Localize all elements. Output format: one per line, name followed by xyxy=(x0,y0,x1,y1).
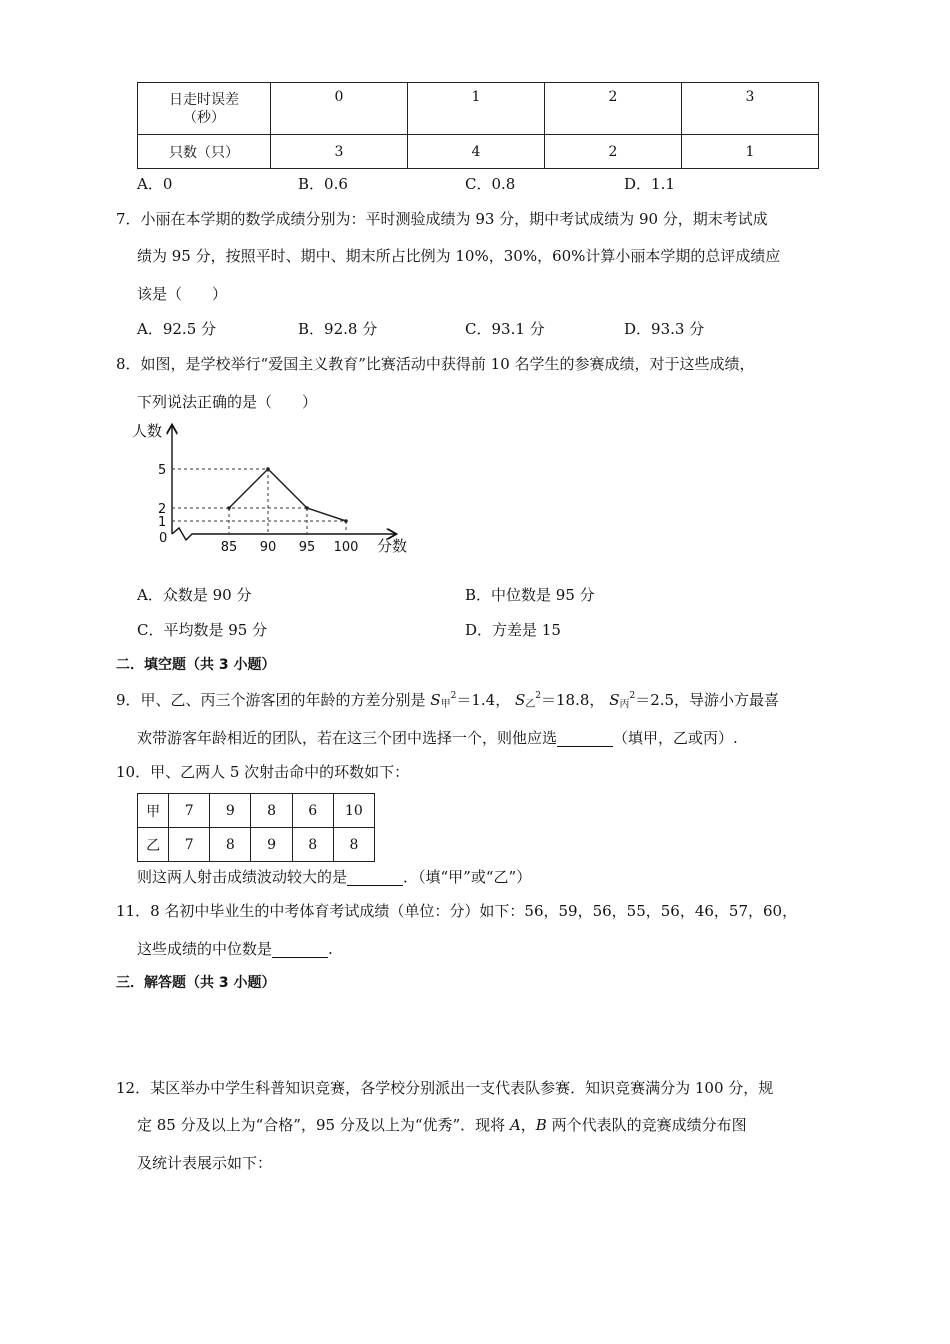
answer-blank[interactable] xyxy=(557,731,613,747)
x-axis-label: 分数 xyxy=(377,537,408,555)
variance-symbol: S xyxy=(609,691,620,709)
q10-table xyxy=(137,793,375,862)
superscript-2: 2 xyxy=(629,691,636,701)
q7-option-c: C．93.1 分 xyxy=(465,320,545,338)
x-tick-label: 95 xyxy=(298,540,316,555)
q7-line-3: 该是（ ） xyxy=(137,285,228,303)
table-cell: 3 xyxy=(682,83,819,135)
table-cell: 9 xyxy=(210,794,251,828)
q12-line-2-suffix: 两个代表队的竞赛成绩分布图 xyxy=(546,1116,747,1134)
q7-option-a: A．92.5 分 xyxy=(137,320,216,338)
table-cell: 8 xyxy=(333,828,374,862)
table-cell: 日走时误差 （秒） xyxy=(138,83,271,135)
q11-line-1: 11．8 名初中毕业生的中考体育考试成绩（单位：分）如下：56，59，56，55，56，46，57，60， xyxy=(116,902,798,920)
table-cell: 0 xyxy=(271,83,408,135)
y-axis-label: 人数 xyxy=(132,422,163,440)
q8-option-a: A．众数是 90 分 xyxy=(137,586,252,604)
table-cell: 7 xyxy=(169,828,210,862)
q6-option-d: D．1.1 xyxy=(624,175,675,193)
answer-blank[interactable] xyxy=(272,942,328,958)
variance-symbol: S xyxy=(514,691,526,709)
q9-value-jia: ＝1.4， xyxy=(456,691,511,709)
table-cell: 2 xyxy=(545,135,682,169)
subscript-jia: 甲 xyxy=(440,699,451,710)
data-point xyxy=(227,506,231,510)
q9-line-1 xyxy=(116,693,779,708)
x-tick-label: 90 xyxy=(259,540,277,555)
q7-line-2: 绩为 95 分，按照平时、期中、期末所占比例为 10%，30%，60%计算小丽本学期的总评成绩应 xyxy=(137,247,781,265)
table-row xyxy=(138,83,819,135)
q6-option-a: A．0 xyxy=(137,175,173,193)
y-tick-label: 2 xyxy=(158,502,167,517)
x-tick-label: 85 xyxy=(220,540,238,555)
section-2-title: 二．填空题（共 3 小题） xyxy=(116,657,276,673)
table-cell: 乙 xyxy=(138,828,169,862)
table-cell: 只数（只） xyxy=(138,135,271,169)
table-cell: 6 xyxy=(292,794,333,828)
table-cell: 8 xyxy=(292,828,333,862)
q8-line-chart xyxy=(130,420,430,560)
q8-line-2: 下列说法正确的是（ ） xyxy=(137,393,318,411)
q10-line-2-suffix: ．（填“甲”或“乙”） xyxy=(403,868,532,886)
q7-line-1: 7．小丽在本学期的数学成绩分别为：平时测验成绩为 93 分，期中考试成绩为 90 分，期末考试成 xyxy=(116,210,768,228)
q9-line-2 xyxy=(137,731,738,747)
q12-line-2-text: 定 85 分及以上为“合格”，95 分及以上为“优秀”．现将 xyxy=(137,1116,510,1134)
team-a-label: A xyxy=(509,1116,521,1134)
superscript-2: 2 xyxy=(450,691,457,701)
q9-prefix: 9．甲、乙、丙三个游客团的年龄的方差分别是 xyxy=(116,691,431,709)
table-cell: 2 xyxy=(545,83,682,135)
table-cell: 10 xyxy=(333,794,374,828)
answer-blank[interactable] xyxy=(347,870,403,886)
table-row xyxy=(138,828,375,862)
q8-option-d: D．方差是 15 xyxy=(465,621,561,639)
subscript-bing: 丙 xyxy=(619,699,630,710)
table-cell: 7 xyxy=(169,794,210,828)
data-point xyxy=(266,467,270,471)
q8-option-c: C．平均数是 95 分 xyxy=(137,621,268,639)
superscript-2: 2 xyxy=(535,691,541,701)
data-series-line xyxy=(229,469,346,521)
q12-line-1: 12．某区举办中学生科普知识竞赛，各学校分别派出一支代表队参赛．知识竞赛满分为 100 分，规 xyxy=(116,1079,774,1097)
y-tick-label: 1 xyxy=(158,515,167,530)
variance-symbol: S xyxy=(430,691,441,709)
team-b-label: B xyxy=(535,1116,547,1134)
q11-line-2-suffix: . xyxy=(328,940,333,958)
table-cell: 1 xyxy=(408,83,545,135)
origin-label: 0 xyxy=(159,531,168,546)
q6-option-c: C．0.8 xyxy=(465,175,516,193)
q9-line-2-suffix: （填甲，乙或丙）. xyxy=(613,729,738,747)
subscript-yi: 乙 xyxy=(525,699,536,710)
y-tick-label: 5 xyxy=(158,463,167,478)
data-point xyxy=(305,506,309,510)
x-tick-label: 100 xyxy=(333,540,359,555)
table-row xyxy=(138,794,375,828)
q11-line-2-text: 这些成绩的中位数是 xyxy=(137,940,273,958)
table-cell: 8 xyxy=(210,828,251,862)
q10-line-1: 10．甲、乙两人 5 次射击命中的环数如下： xyxy=(116,763,410,781)
q9-line-2-text: 欢带游客年龄相近的团队，若在这三个团中选择一个，则他应选 xyxy=(137,729,558,747)
table-cell: 4 xyxy=(408,135,545,169)
comma: ， xyxy=(520,1116,536,1134)
q7-option-b: B．92.8 分 xyxy=(298,320,378,338)
table-cell: 8 xyxy=(251,794,292,828)
table-cell: 9 xyxy=(251,828,292,862)
x-axis-break xyxy=(172,528,395,540)
table-row xyxy=(138,135,819,169)
q11-line-2 xyxy=(137,942,333,958)
table-cell: 1 xyxy=(682,135,819,169)
section-3-title: 三．解答题（共 3 小题） xyxy=(116,975,276,991)
q12-line-3: 及统计表展示如下： xyxy=(137,1154,273,1172)
data-point xyxy=(344,519,348,523)
q6-option-b: B．0.6 xyxy=(298,175,348,193)
q12-line-2 xyxy=(137,1118,747,1133)
table-cell: 3 xyxy=(271,135,408,169)
q10-line-2-text: 则这两人射击成绩波动较大的是 xyxy=(137,868,348,886)
q6-table xyxy=(137,82,819,169)
q9-value-yi: ＝18.8， xyxy=(541,691,605,709)
q9-value-bing: ＝2.5，导游小方最喜 xyxy=(635,691,780,709)
q7-option-d: D．93.3 分 xyxy=(624,320,705,338)
q10-line-2 xyxy=(137,870,531,886)
q8-option-b: B．中位数是 95 分 xyxy=(465,586,595,604)
table-cell: 甲 xyxy=(138,794,169,828)
q8-line-1: 8．如图，是学校举行“爱国主义教育”比赛活动中获得前 10 名学生的参赛成绩，对于这些成绩， xyxy=(116,355,755,373)
